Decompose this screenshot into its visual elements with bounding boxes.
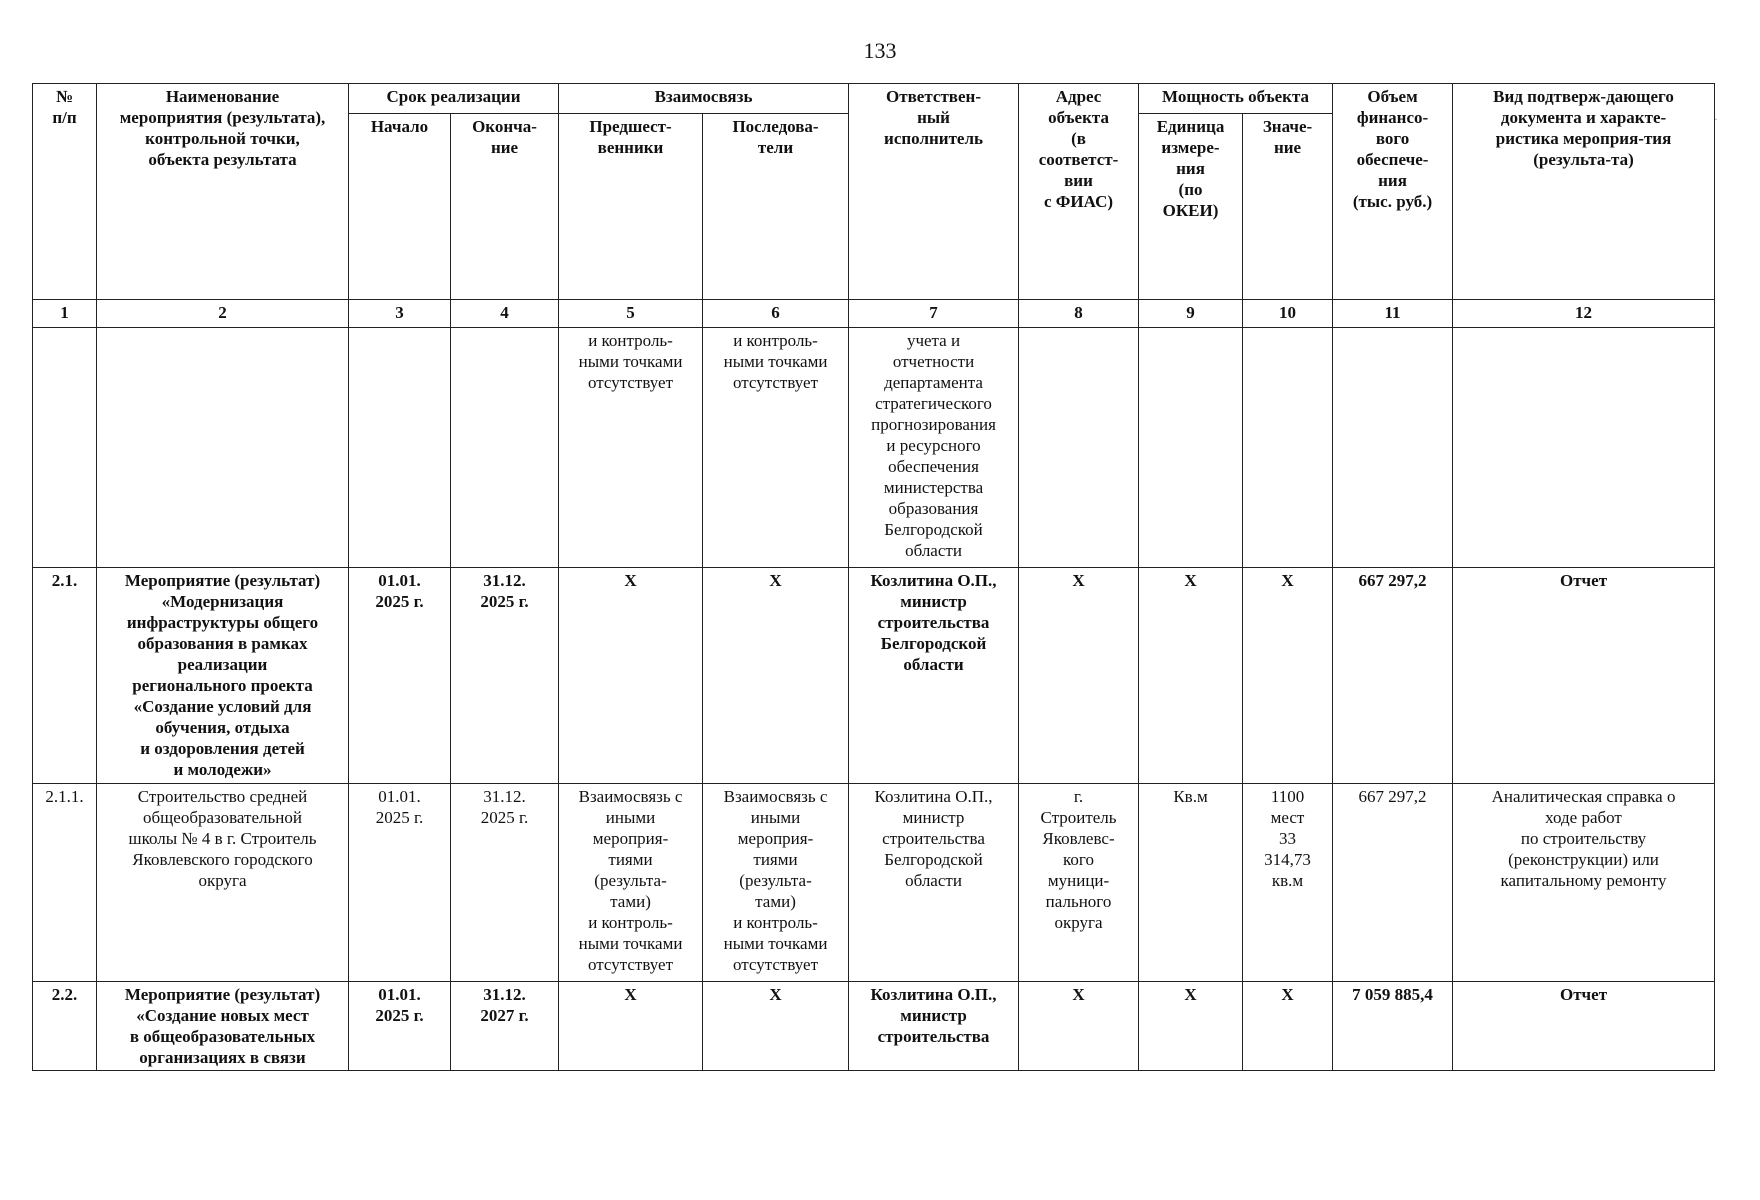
table-cell: X [1019, 568, 1139, 784]
table-cell: Мероприятие (результат) «Модернизация инфраструктуры общего образования в рамках реализации регионального проекта «Создание условий для обучения, отдыха и оздоровления детей и молодежи» [97, 568, 349, 784]
column-number: 6 [703, 300, 849, 328]
table-cell: X [559, 982, 703, 1071]
table-cell: 7 059 885,4 [1333, 982, 1453, 1071]
header-address: Адрес объекта (в соответст- вии с ФИАС) [1019, 84, 1139, 300]
header-period: Срок реализации [349, 84, 559, 114]
table-cell: 2.1.1. [33, 784, 97, 982]
table-cell: Козлитина О.П., министр строительства Белгородской области [849, 568, 1019, 784]
column-number: 7 [849, 300, 1019, 328]
table-cell: 01.01. 2025 г. [349, 568, 451, 784]
table-cell: г. Строитель Яковлевс- кого муници- пального округа [1019, 784, 1139, 982]
column-number: 10 [1243, 300, 1333, 328]
header-value: Значе- ние [1243, 114, 1333, 300]
table-cell: и контроль- ными точками отсутствует [703, 328, 849, 568]
table-cell: X [559, 568, 703, 784]
header-responsible: Ответствен- ный исполнитель [849, 84, 1019, 300]
table-cell: 31.12. 2025 г. [451, 568, 559, 784]
column-number: 12 [1453, 300, 1715, 328]
table-cell [349, 328, 451, 568]
table-cell: 667 297,2 [1333, 568, 1453, 784]
table-cell: Отчет [1453, 568, 1715, 784]
table-cell [97, 328, 349, 568]
table-cell: Козлитина О.П., министр строительства [849, 982, 1019, 1071]
table-cell [33, 328, 97, 568]
table-cell: X [703, 982, 849, 1071]
table-cell: X [703, 568, 849, 784]
column-number: 11 [1333, 300, 1453, 328]
header-start: Начало [349, 114, 451, 300]
table-cell: и контроль- ными точками отсутствует [559, 328, 703, 568]
column-number: 4 [451, 300, 559, 328]
table-cell: Кв.м [1139, 784, 1243, 982]
table-cell: Козлитина О.П., министр строительства Белгородской области [849, 784, 1019, 982]
header-unit: Единица измере- ния (по ОКЕИ) [1139, 114, 1243, 300]
scan-speck: · [1714, 112, 1718, 126]
table-cell: Аналитическая справка о ходе работ по строительству (реконструкции) или капитальному ремонту [1453, 784, 1715, 982]
header-document: Вид подтверж-дающего документа и характе- ристика мероприя-тия (результа-та) [1453, 84, 1715, 300]
table-cell: X [1019, 982, 1139, 1071]
column-number: 2 [97, 300, 349, 328]
table-cell: 31.12. 2025 г. [451, 784, 559, 982]
activities-table [32, 83, 1715, 1071]
table-cell [1019, 328, 1139, 568]
table-cell: Взаимосвязь с иными мероприя- тиями (результа- тами) и контроль- ными точками отсутствует [703, 784, 849, 982]
table-cell: 31.12. 2027 г. [451, 982, 559, 1071]
header-end: Оконча- ние [451, 114, 559, 300]
table-cell [1333, 328, 1453, 568]
table-cell: X [1243, 982, 1333, 1071]
column-number: 5 [559, 300, 703, 328]
table-cell: 01.01. 2025 г. [349, 982, 451, 1071]
table-row [33, 568, 1715, 784]
table-cell: 1100 мест 33 314,73 кв.м [1243, 784, 1333, 982]
table-cell [1453, 328, 1715, 568]
header-relation: Взаимосвязь [559, 84, 849, 114]
header-predecessors: Предшест- венники [559, 114, 703, 300]
table-cell: 01.01. 2025 г. [349, 784, 451, 982]
header-finance: Объем финансо- вого обеспече- ния (тыс. руб.) [1333, 84, 1453, 300]
table-cell: X [1139, 982, 1243, 1071]
header-successors: Последова- тели [703, 114, 849, 300]
table-cell: Мероприятие (результат) «Создание новых мест в общеобразовательных организациях в связи [97, 982, 349, 1071]
table-cell [1243, 328, 1333, 568]
table-cell: учета и отчетности департамента стратегического прогнозирования и ресурсного обеспечения министерства образования Белгородской области [849, 328, 1019, 568]
table-row [33, 328, 1715, 568]
page-number: 133 [863, 38, 897, 63]
header-no: № п/п [33, 84, 97, 300]
header-capacity: Мощность объекта [1139, 84, 1333, 114]
header-name: Наименование мероприятия (результата), контрольной точки, объекта результата [97, 84, 349, 300]
table-cell: Строительство средней общеобразовательной школы № 4 в г. Строитель Яковлевского городского округа [97, 784, 349, 982]
table-cell: 2.2. [33, 982, 97, 1071]
column-number: 8 [1019, 300, 1139, 328]
table-row [33, 982, 1715, 1071]
table-row [33, 784, 1715, 982]
table-cell [1139, 328, 1243, 568]
column-number-row [33, 300, 1715, 328]
table-cell: Отчет [1453, 982, 1715, 1071]
column-number: 1 [33, 300, 97, 328]
table-cell [451, 328, 559, 568]
table-cell: 2.1. [33, 568, 97, 784]
column-number: 9 [1139, 300, 1243, 328]
table-cell: Взаимосвязь с иными мероприя- тиями (результа- тами) и контроль- ными точками отсутствует [559, 784, 703, 982]
table-cell: X [1243, 568, 1333, 784]
table-cell: X [1139, 568, 1243, 784]
table-cell: 667 297,2 [1333, 784, 1453, 982]
column-number: 3 [349, 300, 451, 328]
